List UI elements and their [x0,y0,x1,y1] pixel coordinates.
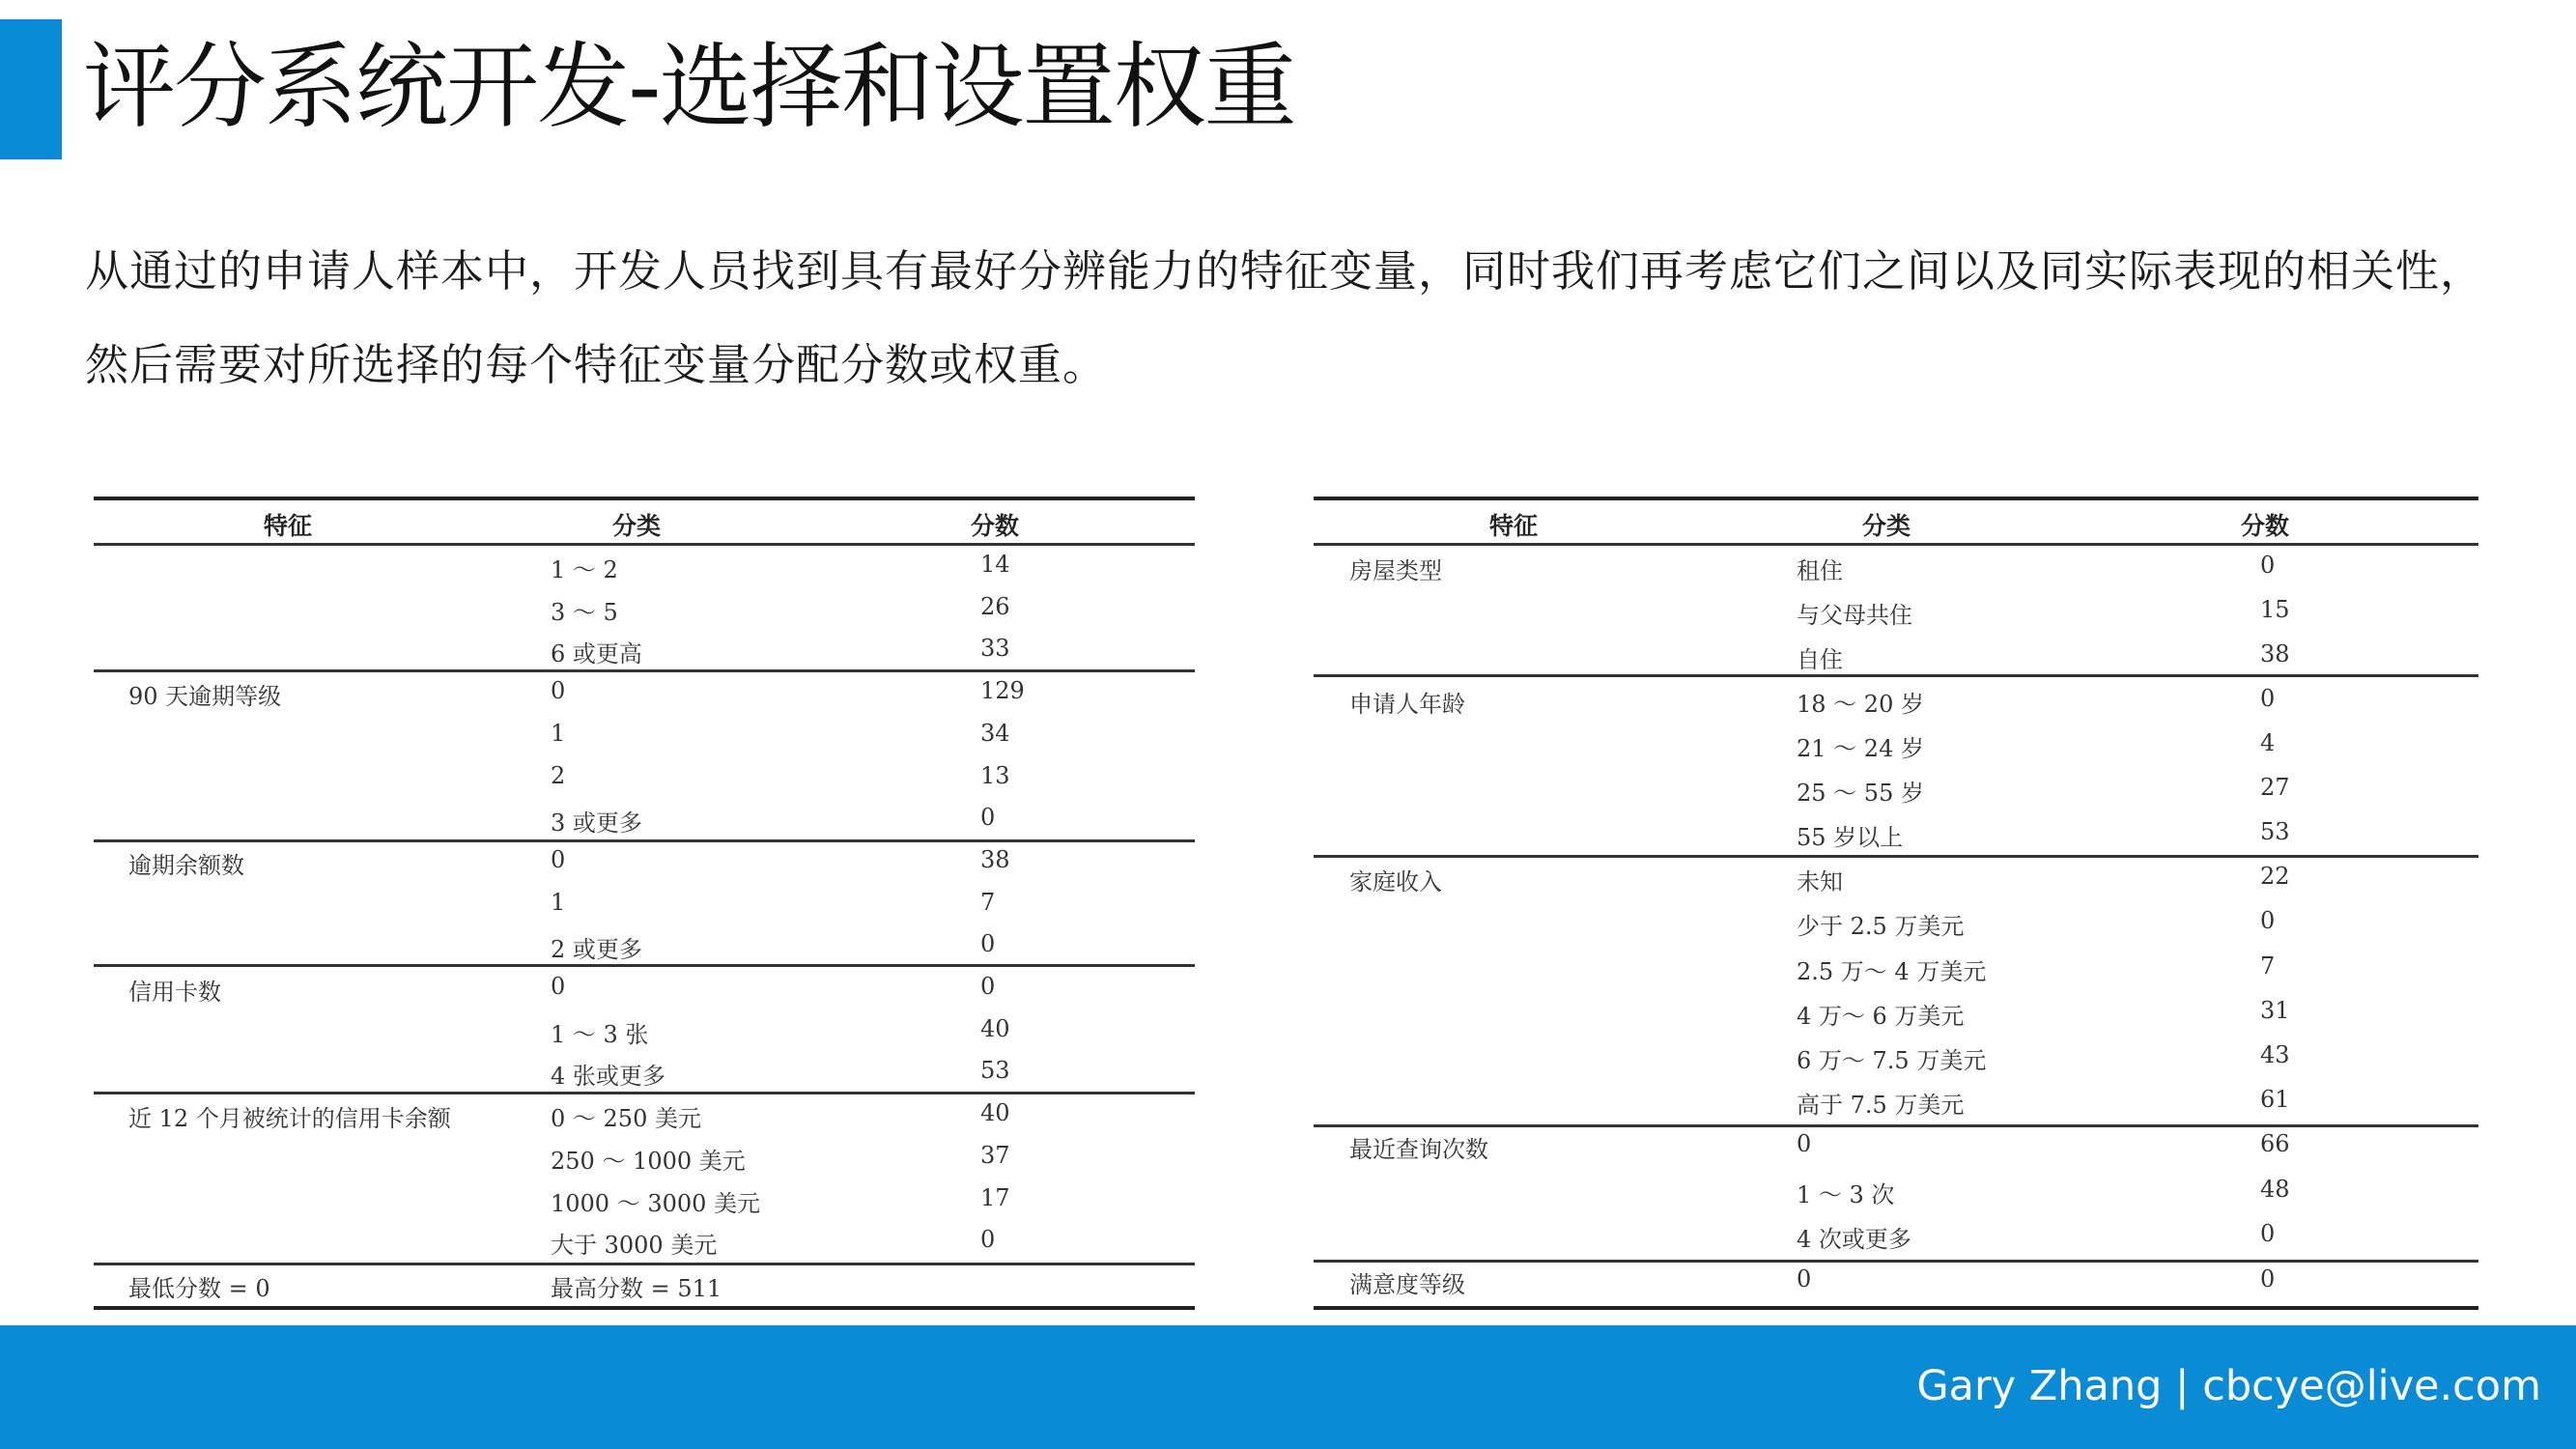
table-cell-category: 21 ～ 24 岁 [1797,735,1924,762]
table-cell-feature: 90 天逾期等级 [128,683,282,710]
table-cell-category: 0 [551,677,566,704]
table-cell-category: 0 [551,846,566,873]
table-cell-category: 0 [1797,1130,1812,1157]
table-cell-category: 1 [551,720,566,747]
table-cell-feature: 逾期余额数 [128,852,244,879]
table-cell-score: 129 [980,677,1025,704]
table-cell-category: 1 ～ 3 张 [551,1021,649,1048]
page-title: 评分系统开发-选择和设置权重 [83,33,1295,141]
table-cell-category: 2 或更多 [551,936,642,963]
table-cell-category: 与父母共住 [1797,602,1912,629]
table-cell-category: 未知 [1797,868,1843,895]
table-header-feature: 特征 [1489,512,1539,540]
table-cell-score: 34 [980,720,1010,747]
table-cell-category: 25 ～ 55 岁 [1797,780,1924,807]
table-cell-feature: 家庭收入 [1349,868,1442,895]
table-cell-category: 4 张或更多 [551,1063,665,1090]
table-cell-score: 0 [980,930,996,957]
intro-paragraph: 从通过的申请人样本中，开发人员找到具有最好分辨能力的特征变量，同时我们再考虑它们之间以及同实际表现的相关性，然后需要对所选择的每个特征变量分配分数或权重。 [85,245,2485,390]
table-cell-feature: 房屋类型 [1349,557,1442,584]
table-cell-category: 0 [1797,1265,1812,1293]
table-cell-score: 14 [980,551,1010,578]
table-cell-score: 0 [2260,907,2276,934]
table-cell-score: 7 [980,889,996,916]
left-score-table [94,497,1195,1310]
table-cell-feature: 最近查询次数 [1349,1136,1488,1163]
table-cell-category: 1 ～ 3 次 [1797,1181,1895,1208]
table-cell-score: 0 [2260,1265,2276,1293]
table-cell-feature: 申请人年龄 [1349,691,1465,718]
table-cell-score: 0 [980,1226,996,1253]
table-cell-category: 55 岁以上 [1797,824,1904,851]
table-cell-category: 租住 [1797,557,1843,584]
table-cell-feature: 信用卡数 [128,979,221,1006]
table-cell-score: 4 [2260,729,2276,756]
table-cell-feature: 满意度等级 [1349,1271,1465,1298]
right-score-table [1314,497,2478,1310]
table-cell-category: 1000 ～ 3000 美元 [551,1190,761,1217]
table-cell-score: 61 [2260,1086,2290,1113]
table-cell-score: 0 [2260,685,2276,712]
table-cell-score: 40 [980,1015,1010,1042]
table-cell-score: 33 [980,635,1010,662]
table-cell-score: 26 [980,593,1010,620]
table-cell-category: 高于 7.5 万美元 [1797,1092,1965,1119]
table-header-feature: 特征 [264,512,313,540]
footer-credit: Gary Zhang | cbcye@live.com [1916,1362,2541,1410]
table-cell-category: 4 次或更多 [1797,1226,1911,1253]
table-cell-score: 31 [2260,997,2290,1024]
table-cell-category: 1 ～ 2 [551,556,618,583]
table-cell-score: 66 [2260,1130,2290,1157]
table-cell-category: 0 ～ 250 美元 [551,1105,701,1132]
table-header-score: 分数 [2241,512,2290,540]
table-cell-category: 3 ～ 5 [551,599,618,626]
table-cell-category: 4 万～ 6 万美元 [1797,1003,1965,1030]
table-cell-score: 0 [980,973,996,1000]
table-cell-category: 最高分数 = 511 [551,1275,722,1302]
table-cell-category: 2.5 万～ 4 万美元 [1797,958,1987,985]
table-cell-score: 22 [2260,863,2290,890]
table-cell-category: 少于 2.5 万美元 [1797,913,1965,940]
table-cell-score: 43 [2260,1041,2290,1068]
table-cell-score: 27 [2260,774,2290,801]
table-header-category: 分类 [612,512,662,540]
table-cell-category: 3 或更多 [551,810,642,837]
table-cell-score: 0 [980,804,996,831]
table-cell-category: 6 或更高 [551,640,642,668]
table-cell-feature: 最低分数 = 0 [128,1275,270,1302]
table-cell-score: 0 [2260,1220,2276,1247]
table-cell-category: 自住 [1797,646,1843,673]
table-cell-category: 2 [551,762,566,789]
table-cell-category: 250 ～ 1000 美元 [551,1148,746,1175]
table-cell-score: 37 [980,1142,1010,1169]
table-cell-score: 38 [2260,640,2290,668]
table-cell-category: 0 [551,973,566,1000]
table-cell-score: 15 [2260,596,2290,623]
table-cell-score: 40 [980,1099,1010,1126]
title-accent-bar [0,19,62,159]
table-cell-score: 7 [2260,952,2276,980]
table-cell-score: 53 [980,1057,1010,1084]
table-cell-score: 13 [980,762,1010,789]
table-cell-score: 17 [980,1184,1010,1211]
table-cell-score: 48 [2260,1176,2290,1203]
table-cell-category: 6 万～ 7.5 万美元 [1797,1047,1987,1074]
table-cell-score: 0 [2260,552,2276,579]
table-cell-category: 18 ～ 20 岁 [1797,691,1924,718]
table-header-score: 分数 [971,512,1020,540]
table-cell-category: 大于 3000 美元 [551,1232,718,1259]
table-cell-feature: 近 12 个月被统计的信用卡余额 [128,1105,451,1132]
table-cell-score: 53 [2260,818,2290,845]
table-cell-score: 38 [980,846,1010,873]
table-cell-category: 1 [551,889,566,916]
table-header-category: 分类 [1862,512,1911,540]
footer-bar [0,1325,2576,1449]
